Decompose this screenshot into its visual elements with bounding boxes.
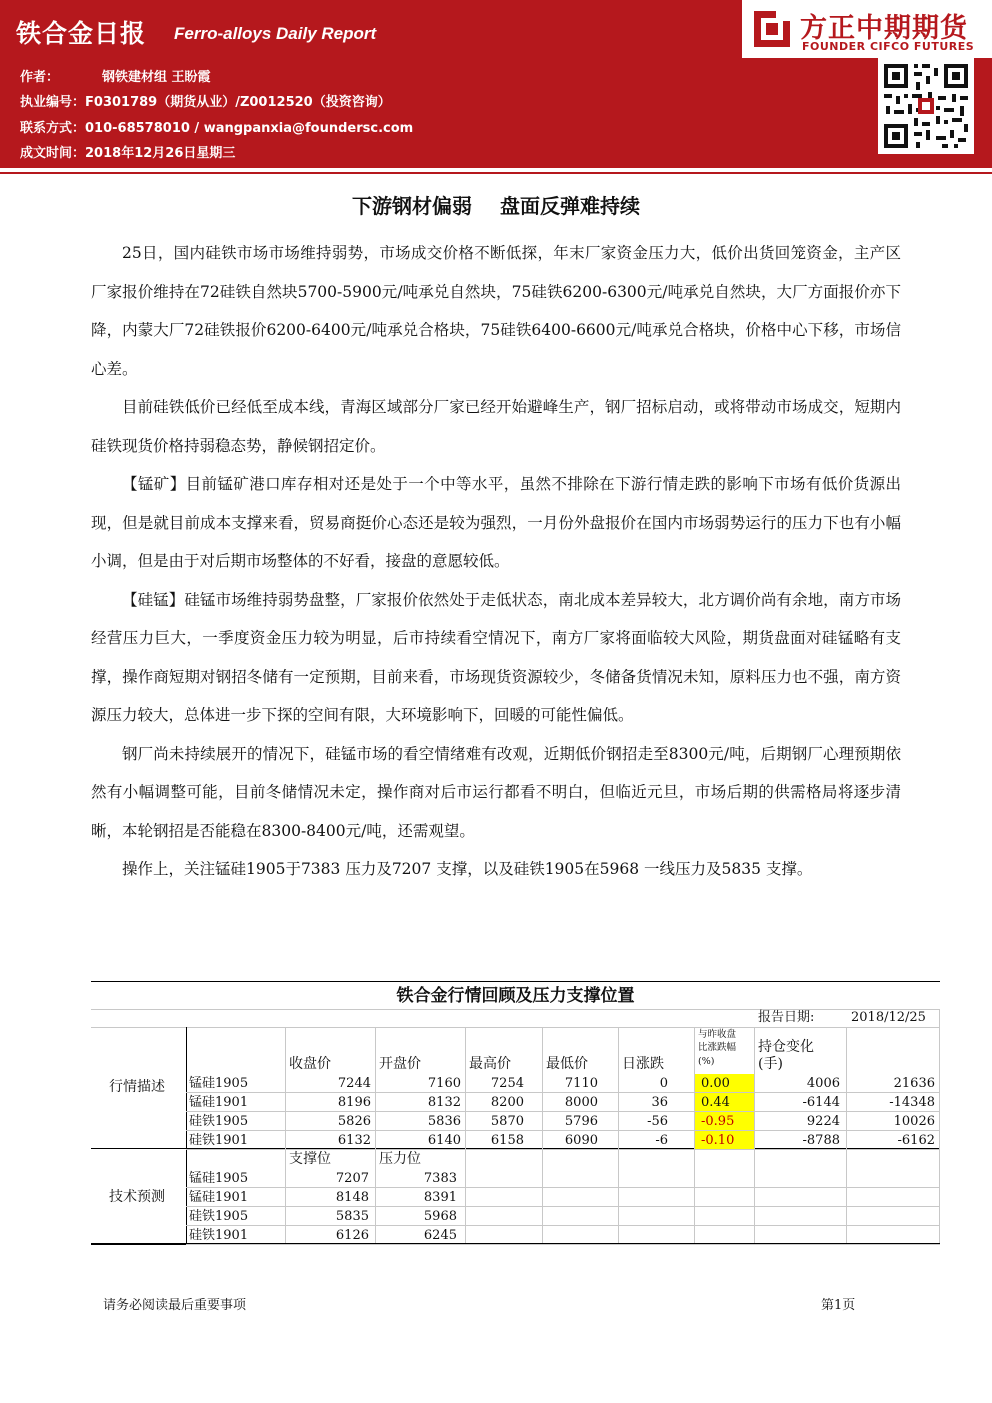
article-title-part2: 盘面反弹难持续 (500, 194, 640, 218)
cell-open: 7160 (427, 1076, 461, 1091)
brand-name-cn: 方正中期期货 (800, 13, 968, 44)
section-market-label: 行情描述 (109, 1079, 165, 1095)
row-contract-name: 锰硅1905 (189, 1076, 249, 1091)
report-date-value: 2018/12/25 (851, 1010, 926, 1025)
table-title: 铁合金行情回顾及压力支撑位置 (91, 981, 940, 1010)
cell-open: 8132 (427, 1095, 461, 1110)
license-row (20, 91, 391, 110)
cell-extra: 21636 (893, 1076, 935, 1091)
cell-close: 5826 (337, 1114, 371, 1129)
author-row (20, 66, 211, 85)
cell-resist: 6245 (423, 1228, 457, 1243)
date-row (20, 142, 235, 161)
row-contract-name: 硅铁1901 (189, 1133, 249, 1148)
cell-resist: 7383 (423, 1171, 457, 1186)
header-support: 支撑位 (289, 1151, 331, 1167)
cell-low: 7110 (564, 1076, 598, 1091)
cell-pct-change: 0.44 (695, 1093, 754, 1112)
paragraph-3: 【锰矿】目前锰矿港口库存相对还是处于一个中等水平，虽然不排除在下游行情走跌的影响下市场有低价货源出现，但是就目前成本支撑来看，贸易商挺价心态还是较为强烈，一月份外盘报价在国内市场弱势运行的压力下也有小幅小调，但是由于对后期市场整体的不好看，接盘的意愿较低。 (91, 475, 901, 570)
report-title: 铁合金日报 (16, 19, 147, 48)
qr-code-icon (878, 58, 974, 154)
header-change: 日涨跌 (622, 1056, 664, 1072)
paragraph-4: 【硅锰】硅锰市场维持弱势盘整，厂家报价依然处于走低状态，南北成本差异较大，北方调价尚有余地，南方市场经营压力巨大，一季度资金压力较为明显，后市持续看空情况下，南方厂家将面临较大风险，期货盘面对硅锰略有支撑，操作商短期对钢招冬储有一定预期，目前来看，市场现货资源较少，冬储备货情况未知，原料压力也不强，南方资源压力较大，总体进一步下探的空间有限，大环境影响下，回暖的可能性偏低。 (91, 590, 901, 724)
grid-line (186, 1244, 940, 1245)
article-title-part1: 下游钢材偏弱 (352, 194, 472, 218)
cell-close: 8196 (337, 1095, 371, 1110)
cell-close: 7244 (337, 1076, 371, 1091)
header-divider (0, 172, 992, 174)
paragraph-2: 目前硅铁低价已经低至成本线，青海区域部分厂家已经开始避峰生产，钢厂招标启动，或将带动市场成交，短期内硅铁现货价格持弱稳态势，静候钢招定价。 (91, 398, 901, 455)
contact-value: 010-68578010 / wangpanxia@foundersc.com (85, 121, 414, 136)
grid-line (375, 1027, 376, 1243)
license-label: 执业编号： (20, 95, 86, 110)
paragraph-6: 操作上，关注锰硅1905于7383 压力及7207 支撑，以及硅铁1905在5968 一线压力及5835 支撑。 (122, 860, 813, 878)
cell-change: 36 (651, 1095, 668, 1110)
market-summary-table (91, 981, 940, 1244)
header-pct-line2: 比涨跌幅 (698, 1042, 737, 1053)
report-subtitle: Ferro-alloys Daily Report (174, 24, 377, 43)
author-label: 作者： (20, 70, 60, 85)
header-high: 最高价 (469, 1056, 511, 1072)
cell-low: 8000 (564, 1095, 598, 1110)
cell-high: 7254 (490, 1076, 524, 1091)
date-label: 成文时间： (20, 146, 86, 161)
header-open: 开盘价 (379, 1056, 421, 1072)
grid-line (846, 1027, 847, 1243)
row-contract-name: 锰硅1905 (189, 1171, 249, 1186)
name-column-divider (186, 1027, 187, 1243)
paragraph-5: 钢厂尚未持续展开的情况下，硅锰市场的看空情绪难有改观，近期低价钢招走至8300元/吨，后期钢厂心理预期依然有小幅调整可能，目前冬储情况未定，操作商对后市运行都看不明白，但临近元旦，市场后期的供需格局将逐步清晰，本轮钢招是否能稳在8300-8400元/吨，还需观望。 (91, 744, 901, 840)
cell-oi-change: 4006 (806, 1076, 840, 1091)
cell-low: 5796 (564, 1114, 598, 1129)
grid-line (939, 1009, 940, 1243)
grid-line (465, 1027, 466, 1243)
cell-change: -6 (655, 1133, 668, 1148)
cell-open: 5836 (427, 1114, 461, 1129)
cell-open: 6140 (427, 1133, 461, 1148)
contact-label: 联系方式： (20, 121, 86, 136)
cell-pct-change: -0.10 (695, 1131, 754, 1150)
header-pct-line1: 与昨收盘 (698, 1029, 737, 1040)
row-contract-name: 锰硅1901 (189, 1095, 249, 1110)
cell-high: 8200 (490, 1095, 524, 1110)
founder-logo-icon (752, 9, 792, 49)
header-pct-line3: (%) (698, 1056, 715, 1067)
header-oi-line1: 持仓变化 (758, 1039, 814, 1055)
row-contract-name: 硅铁1901 (189, 1228, 249, 1243)
cell-high: 5870 (490, 1114, 524, 1129)
article-title (0, 190, 992, 219)
grid-line (542, 1027, 543, 1243)
cell-pct-change: -0.95 (695, 1112, 754, 1131)
cell-support: 8148 (335, 1190, 369, 1205)
cell-resist: 5968 (423, 1209, 457, 1224)
cell-change: 0 (659, 1076, 668, 1091)
contact-row (20, 117, 413, 136)
cell-high: 6158 (490, 1133, 524, 1148)
cell-change: -56 (647, 1114, 668, 1129)
grid-line (91, 1027, 940, 1028)
header-resist: 压力位 (379, 1151, 421, 1167)
brand-name-en: FOUNDER CIFCO FUTURES (802, 40, 975, 53)
footer-page-number: 第1页 (821, 1298, 856, 1313)
cell-pct-change: 0.00 (695, 1074, 754, 1093)
cell-oi-change: -8788 (802, 1133, 840, 1148)
cell-close: 6132 (337, 1133, 371, 1148)
row-contract-name: 锰硅1901 (189, 1190, 249, 1205)
row-contract-name: 硅铁1905 (189, 1114, 249, 1129)
cell-extra: -14348 (889, 1095, 935, 1110)
report-date-label: 报告日期: (758, 1010, 815, 1025)
cell-support: 7207 (335, 1171, 369, 1186)
license-value: F0301789（期货从业）/Z0012520（投资咨询） (85, 95, 391, 110)
cell-extra: -6162 (897, 1133, 935, 1148)
paragraph-1: 25日，国内硅铁市场市场维持弱势，市场成交价格不断低探，年末厂家资金压力大，低价出货回笼资金，主产区厂家报价维持在72硅铁自然块5700-5900元/吨承兑自然块，75硅铁6200-6300元/吨承兑自然块，大厂方面报价亦下降，内蒙大厂72硅铁报价6200-6400元/吨承兑合格块，75硅铁6400-6600元/吨承兑合格块，价格中心下移，市场信心差。 (91, 244, 901, 378)
header-low: 最低价 (546, 1056, 588, 1072)
article-body (91, 234, 901, 889)
cell-oi-change: -6144 (802, 1095, 840, 1110)
section-tech-label: 技术预测 (109, 1189, 165, 1205)
footer-disclaimer: 请务必阅读最后重要事项 (103, 1298, 247, 1313)
grid-line (285, 1027, 286, 1243)
report-header (0, 0, 992, 168)
cell-low: 6090 (564, 1133, 598, 1148)
grid-line (754, 1027, 755, 1243)
header-close: 收盘价 (289, 1056, 331, 1072)
author-value: 钢铁建材组 王盼霞 (102, 70, 211, 85)
header-oi-line2: (手) (758, 1056, 783, 1072)
grid-line (618, 1027, 619, 1243)
date-value: 2018年12月26日星期三 (85, 146, 236, 161)
cell-support: 5835 (335, 1209, 369, 1224)
cell-resist: 8391 (423, 1190, 457, 1205)
cell-oi-change: 9224 (806, 1114, 840, 1129)
row-contract-name: 硅铁1905 (189, 1209, 249, 1224)
cell-support: 6126 (335, 1228, 369, 1243)
cell-extra: 10026 (893, 1114, 935, 1129)
